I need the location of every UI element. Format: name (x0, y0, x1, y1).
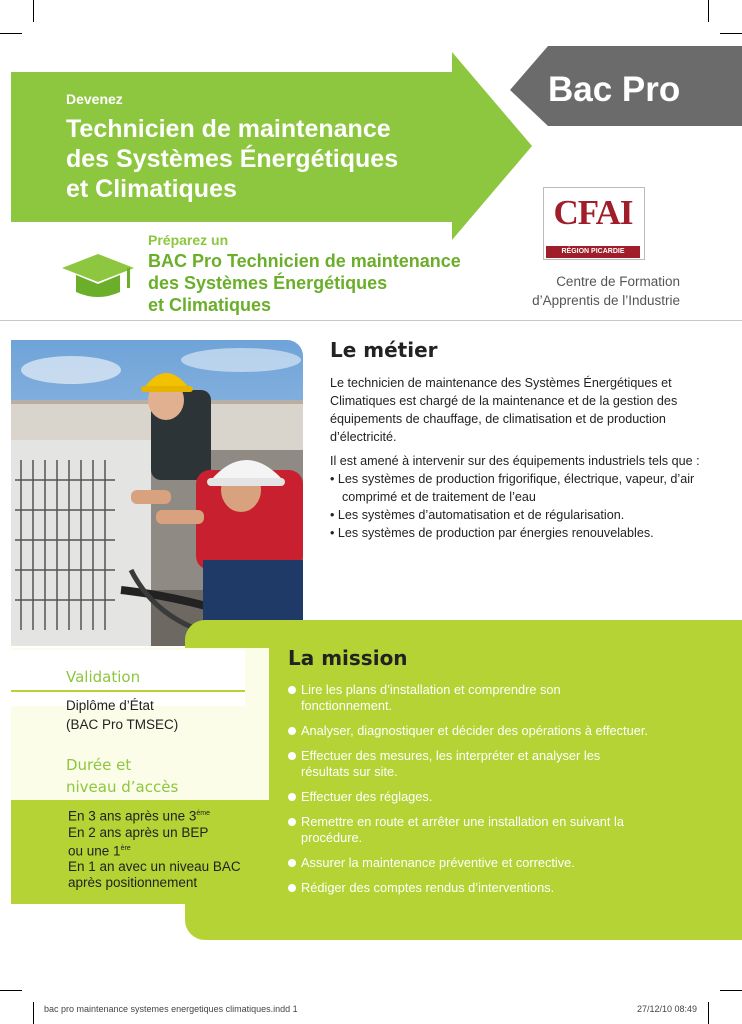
crop-mark (33, 1002, 34, 1024)
page-title: Technicien de maintenance des Systèmes Énergétiques et Climatiques (66, 115, 399, 203)
mission-title: La mission (288, 646, 408, 670)
crop-mark (0, 990, 22, 991)
mission-list (288, 682, 648, 905)
metier-bullet: • Les systèmes de production par énergies renouvelables. (330, 526, 654, 540)
cfai-logo-region: RÉGION PICARDIE (546, 246, 640, 258)
bac-pro-badge: Bac Pro (548, 70, 681, 109)
bullet-dot-icon (288, 884, 296, 892)
cfai-caption: Centre de Formation d’Apprentis de l’Industrie (532, 274, 680, 308)
mission-item: Effectuer des mesures, les interpréter et analyser les résultats sur site. (288, 748, 648, 780)
footer-filename: bac pro maintenance systemes energetiques climatiques.indd 1 (44, 1004, 298, 1014)
mission-item: Analyser, diagnostiquer et décider des opérations à effectuer. (288, 723, 648, 739)
prep-title: BAC Pro Technicien de maintenance des Systèmes Énergétiques et Climatiques (148, 251, 461, 315)
cfai-logo-text: CFAI (553, 193, 633, 232)
mission-item: Remettre en route et arrêter une installation en suivant la procédure. (288, 814, 648, 846)
metier-title: Le métier (330, 338, 438, 362)
validation-title: Validation (66, 668, 141, 686)
bullet-dot-icon (288, 793, 296, 801)
bullet-dot-icon (288, 859, 296, 867)
mission-item: Rédiger des comptes rendus d’interventions. (288, 880, 648, 896)
metier-body (330, 374, 710, 542)
bullet-dot-icon (288, 727, 296, 735)
prep-kicker: Préparez un (148, 232, 229, 248)
validation-bar (11, 690, 245, 692)
metier-bullet: • Les systèmes d’automatisation et de régularisation. (330, 508, 625, 522)
metier-intro: Le technicien de maintenance des Systèmes Énergétiques et Climatiques est chargé de la maintenance et de la gestion des équipements de chauffage, de climatisation et de production d’électricité. (330, 376, 678, 444)
divider (0, 320, 742, 321)
graduation-cap-icon (62, 254, 134, 297)
header-kicker: Devenez (66, 91, 123, 107)
bullet-dot-icon (288, 752, 296, 760)
metier-bullet: • Les systèmes de production frigorifique, électrique, vapeur, d’air comprimé et de traitement de l’eau (330, 472, 695, 504)
mission-item: Lire les plans d’installation et comprendre son fonctionnement. (288, 682, 648, 714)
bullet-dot-icon (288, 818, 296, 826)
crop-mark (720, 990, 742, 991)
footer-date: 27/12/10 08:49 (637, 1004, 698, 1014)
crop-mark (708, 1002, 709, 1024)
duree-body: En 3 ans après une $3^{éme}$ En 2 ans après un BEP ou une 1ère En 1 an avec un niveau BAC après positionnement (68, 808, 241, 890)
mission-item: Effectuer des réglages. (288, 789, 648, 805)
bullet-dot-icon (288, 686, 296, 694)
duree-title: Durée et niveau d’accès (66, 756, 179, 796)
metier-lead: Il est amené à intervenir sur des équipements industriels tels que : (330, 454, 700, 468)
technicians-photo (11, 340, 303, 646)
mission-item: Assurer la maintenance préventive et corrective. (288, 855, 648, 871)
validation-body: Diplôme d’État (BAC Pro TMSEC) (66, 698, 179, 732)
